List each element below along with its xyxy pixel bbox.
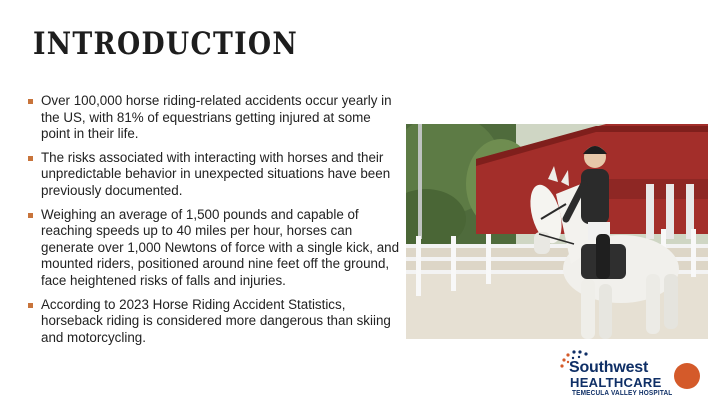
logo-text-hospital: TEMECULA VALLEY HOSPITAL [572, 390, 673, 397]
bullet-item [28, 207, 400, 290]
bullet-marker [28, 213, 33, 218]
logo-circle-icon [674, 363, 700, 389]
equestrian-photo [406, 124, 708, 339]
bullet-text: Over 100,000 horse riding-related accidents occur yearly in the US, with 81% of equestrians getting injured at some point in their life. [41, 93, 392, 142]
logo-text-healthcare: HEALTHCARE [570, 375, 662, 390]
bullet-item [28, 93, 400, 143]
slide-title: INTRODUCTION [33, 26, 299, 62]
bullet-text: The risks associated with interacting with horses and their unpredictable behavior in unexpected situations have been previously documented. [41, 149, 391, 198]
southwest-healthcare-logo [556, 348, 702, 400]
bullet-text: Weighing an average of 1,500 pounds and capable of reaching speeds up to 40 miles per hour, horses can generate over 1,000 Newtons of force with a single kick, and mounted riders, positioned around nine feet off the ground, face heightened risks of falls and injuries. [41, 206, 400, 288]
bullet-text: According to 2023 Horse Riding Accident Statistics, horseback riding is considered more dangerous than skiing and motorcycling. [41, 296, 391, 345]
bullet-marker [28, 156, 33, 161]
bullet-item [28, 150, 400, 200]
logo-text-southwest: Southwest [569, 359, 649, 376]
bullet-marker [28, 99, 33, 104]
bullet-item [28, 297, 400, 347]
bullet-list [28, 93, 400, 353]
bullet-marker [28, 303, 33, 308]
